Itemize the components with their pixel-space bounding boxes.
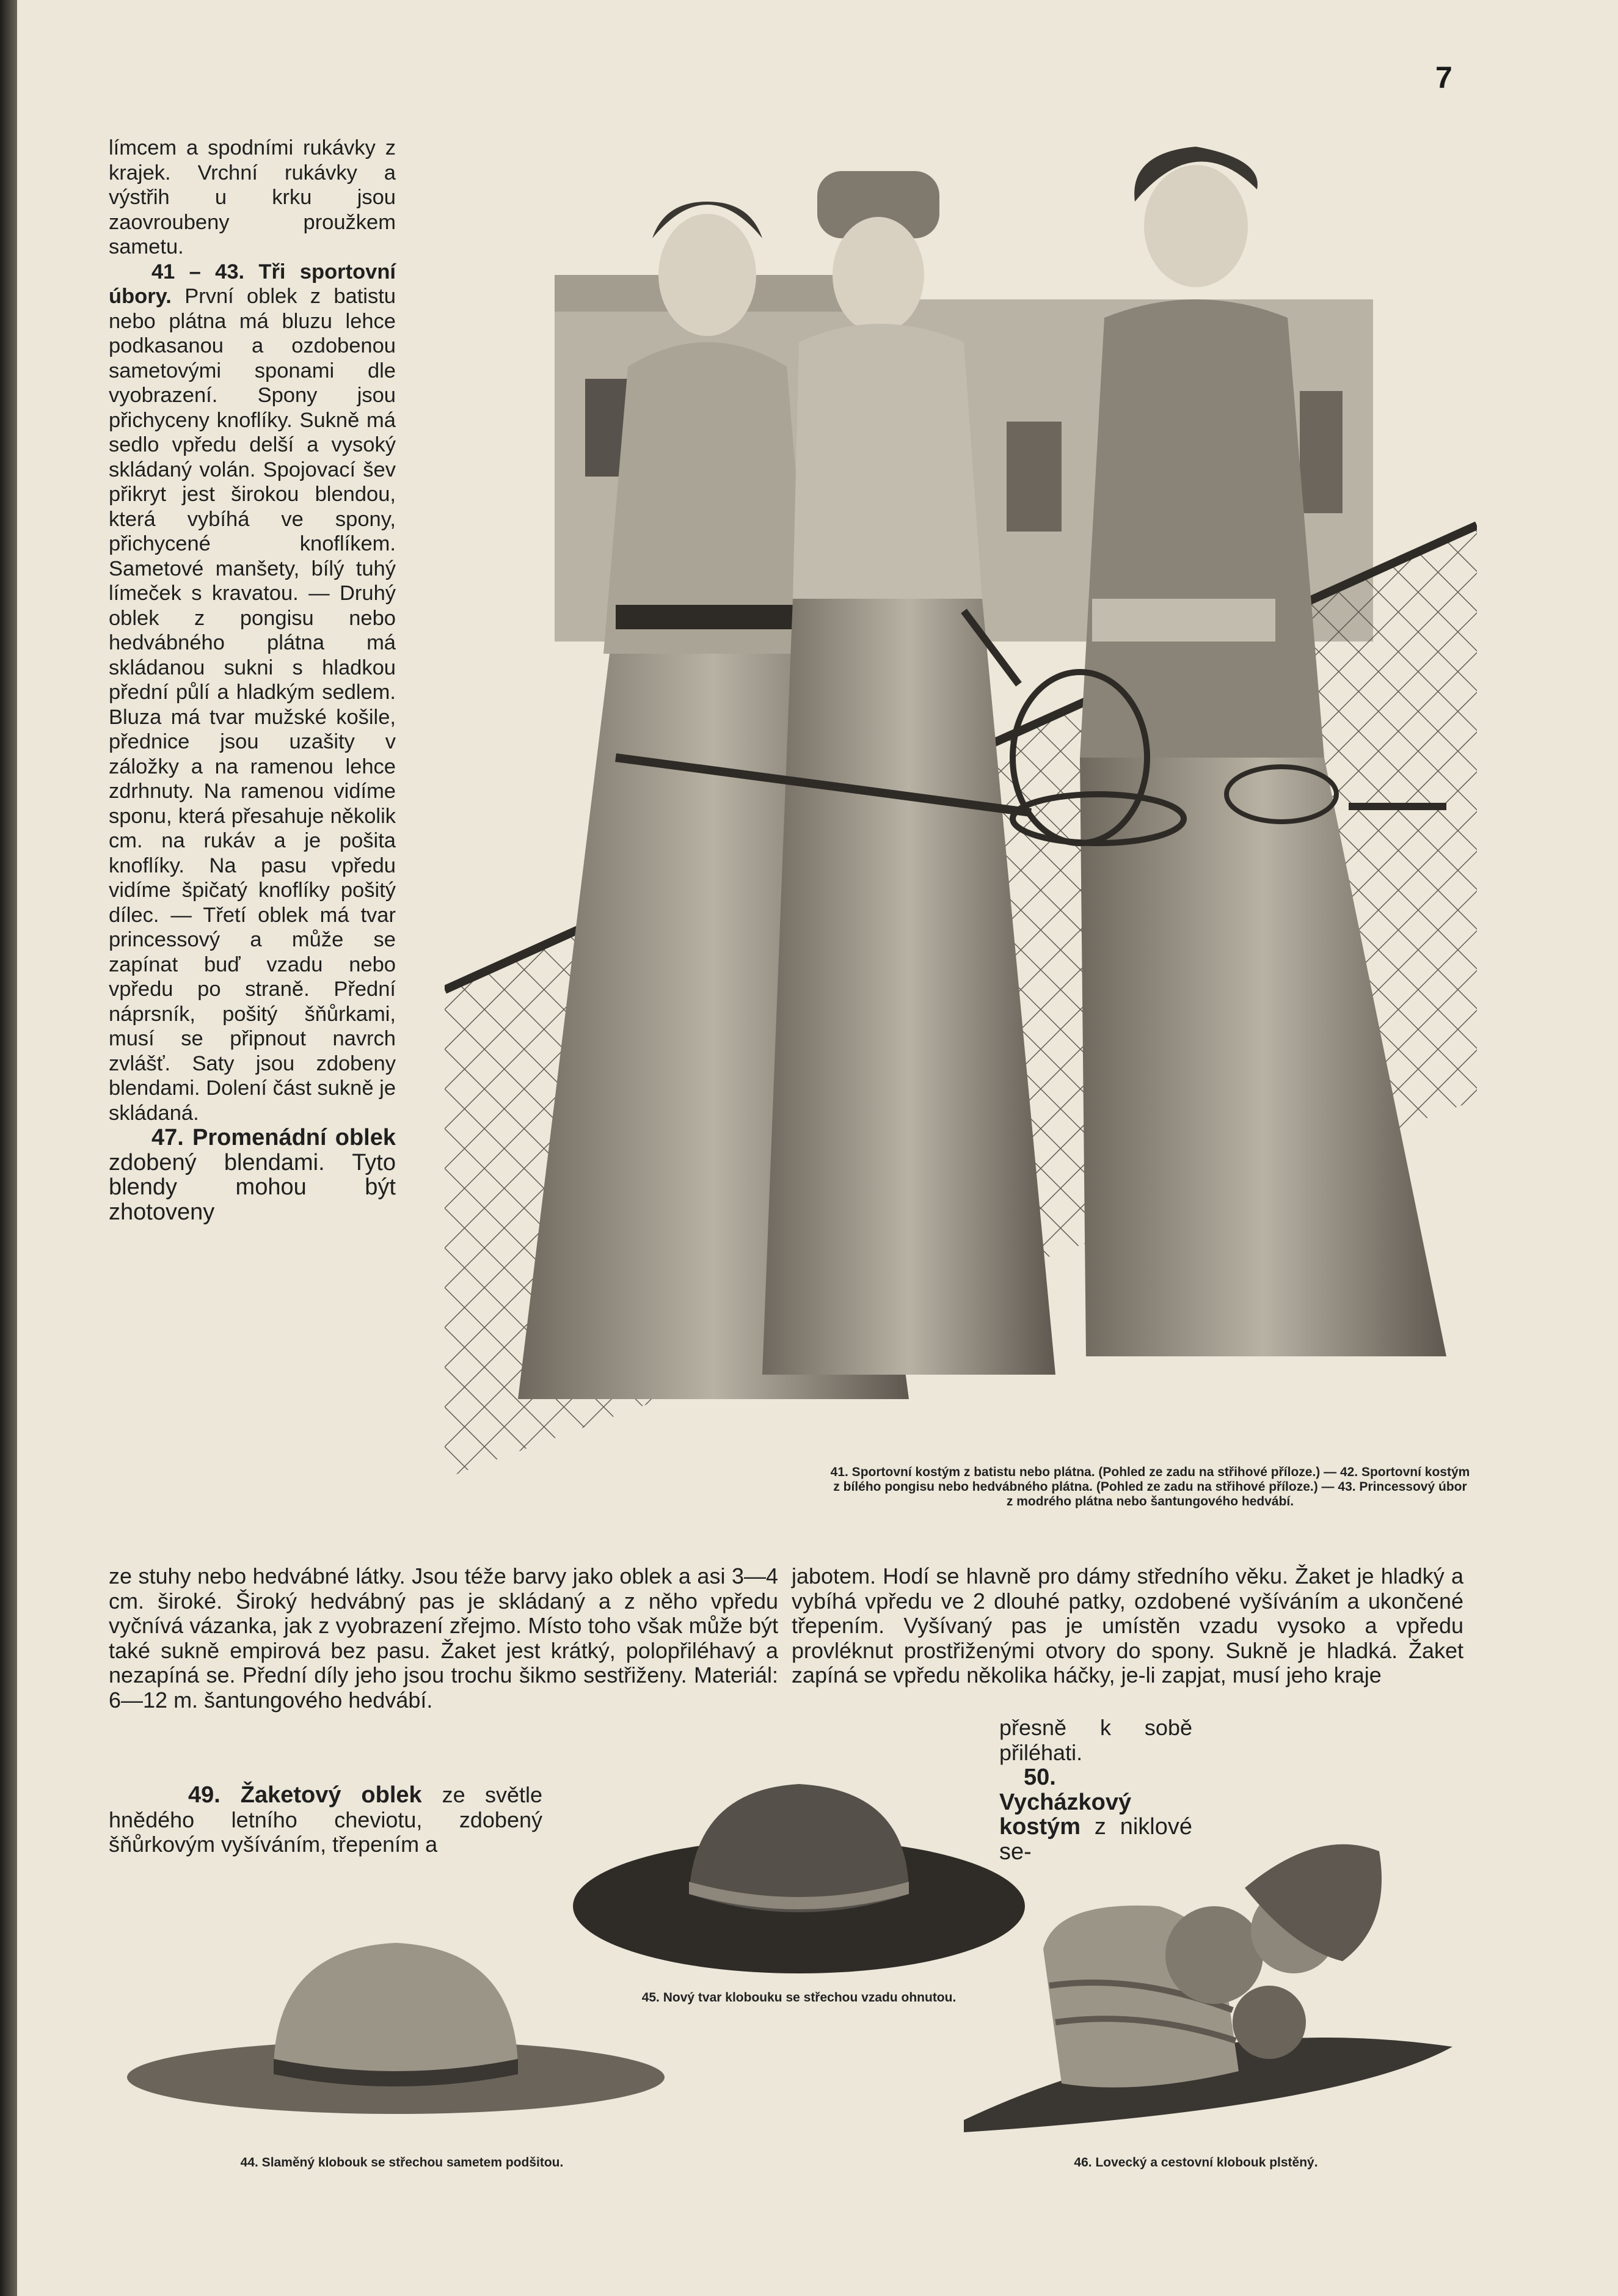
text-49-tail: přesně k sobě přiléhati. [999, 1715, 1192, 1765]
heading-41-43: 41 – 43. Tři sportovní úbory. [109, 260, 396, 308]
text-47-continued: ze stuhy nebo hedvábné látky. Jsou téže barvy jako oblek a asi 3—4 cm. široké. Široký hedvábný pas je skládaný a z něho vpředu vyčnívá vázanka, jak z vyobrazení zřejmo. Místo toho však může být také sukně empirová bez pasu. Žaket jest krátký, polopřiléhavý a nezapíná se. Přední díly jeho jsou trochu šikmo sestřiženy. Materiál: 6—12 m. šantungového hedvábí. [109, 1563, 778, 1713]
caption-figure-45: 45. Nový tvar klobouku se střechou vzadu ohnutou. [641, 1991, 957, 2005]
caption-figure-44: 44. Slaměný klobouk se střechou sametem podšitou. [240, 2155, 564, 2170]
paragraph-41-43 [109, 260, 396, 1126]
heading-50: 50. Vycházkový kostým [999, 1764, 1132, 1840]
body-49: ze světle hnědého letního cheviotu, zdobený šňůrkovým vyšíváním, třepením a [109, 1782, 542, 1857]
text-49-continued: jabotem. Hodí se hlavně pro dámy středního věku. Žaket je hladký a vybíhá vpředu ve 2 dlouhé patky, ozdobené vyšíváním a ukončené třepením. Vyšívaný pas je umístěn vzadu vysoko a vpředu provléknut prostřiženými otvory do spony. Sukně je hladká. Žaket zapíná se vpředu několika háčky, je-li zapjat, musí jeho kraje [792, 1563, 1463, 1687]
lower-right-text [792, 1564, 1463, 1688]
paragraph-49 [109, 1783, 542, 1857]
tennis-players-illustration [445, 134, 1477, 1479]
body-41-43: První oblek z batistu nebo plátna má bluzu lehce podkasanou a ozdobenou sametovými sponami dle vyobrazení. Spony jsou přichyceny knoflíky. Sukně má sedlo vpředu delší a vysoký skládaný volán. Spojovací šev přikryt jest širokou blendou, která vybíhá ve spony, přichycené knoflíkem. Sametové manšety, bílý tuhý límeček s kravatou. — Druhý oblek z pongisu nebo hedvábného plátna má skládanou sukni s hladkou přední půlí a hladkým sedlem. Bluza má tvar mužské košile, přednice jsou uzašity v záložky a na ramenou lehce zdrhnuty. Na ramenou vidíme sponu, která přesahuje několik cm. na rukáv a je pošita knoflíky. Na pasu vpředu vidíme špičatý knoflíky pošitý dílec. — Třetí oblek má tvar princessový a může se zapínat buď vzadu nebo vpředu po straně. Přední náprsník, pošitý šňůrkami, musí se připnout navrch zvlášť. Saty jsou zdobeny blendami. Dolení část sukně je skládaná. [109, 285, 396, 1125]
caption-figures-41-43: 41. Sportovní kostým z batistu nebo plátna. (Pohled ze zadu na střihové příloze.) — 42. Sportovní kostým z bílého pongisu nebo hedvábného plátna. (Pohled ze zadu na střihové příloze.) — 43. Princessový úbor z modrého plátna nebo šantungového hedvábí. [830, 1465, 1470, 1508]
caption-figure-46: 46. Lovecký a cestovní klobouk plstěný. [1074, 2155, 1318, 2170]
binding-gutter [0, 0, 17, 2296]
item-49-text [109, 1783, 542, 1857]
hat-46-illustration [952, 1827, 1465, 2144]
hat-44-illustration [121, 1937, 671, 2120]
page-number: 7 [1435, 60, 1452, 95]
heading-49: 49. Žaketový oblek [188, 1782, 422, 1808]
body-50: z niklové se- [999, 1814, 1192, 1865]
left-column-text [109, 136, 396, 1224]
lower-left-text [109, 1564, 778, 1713]
heading-47: 47. Promenádní oblek [151, 1125, 396, 1150]
paragraph-sleeves: límcem a spodními rukávky z krajek. Vrchní rukávky a výstřih u krku jsou zaovroubeny proužkem sametu. [109, 136, 396, 258]
magazine-page [17, 0, 1618, 2296]
body-47: zdobený blendami. Tyto blendy mohou být zhotoveny [109, 1149, 396, 1225]
paragraph-47 [109, 1125, 396, 1224]
